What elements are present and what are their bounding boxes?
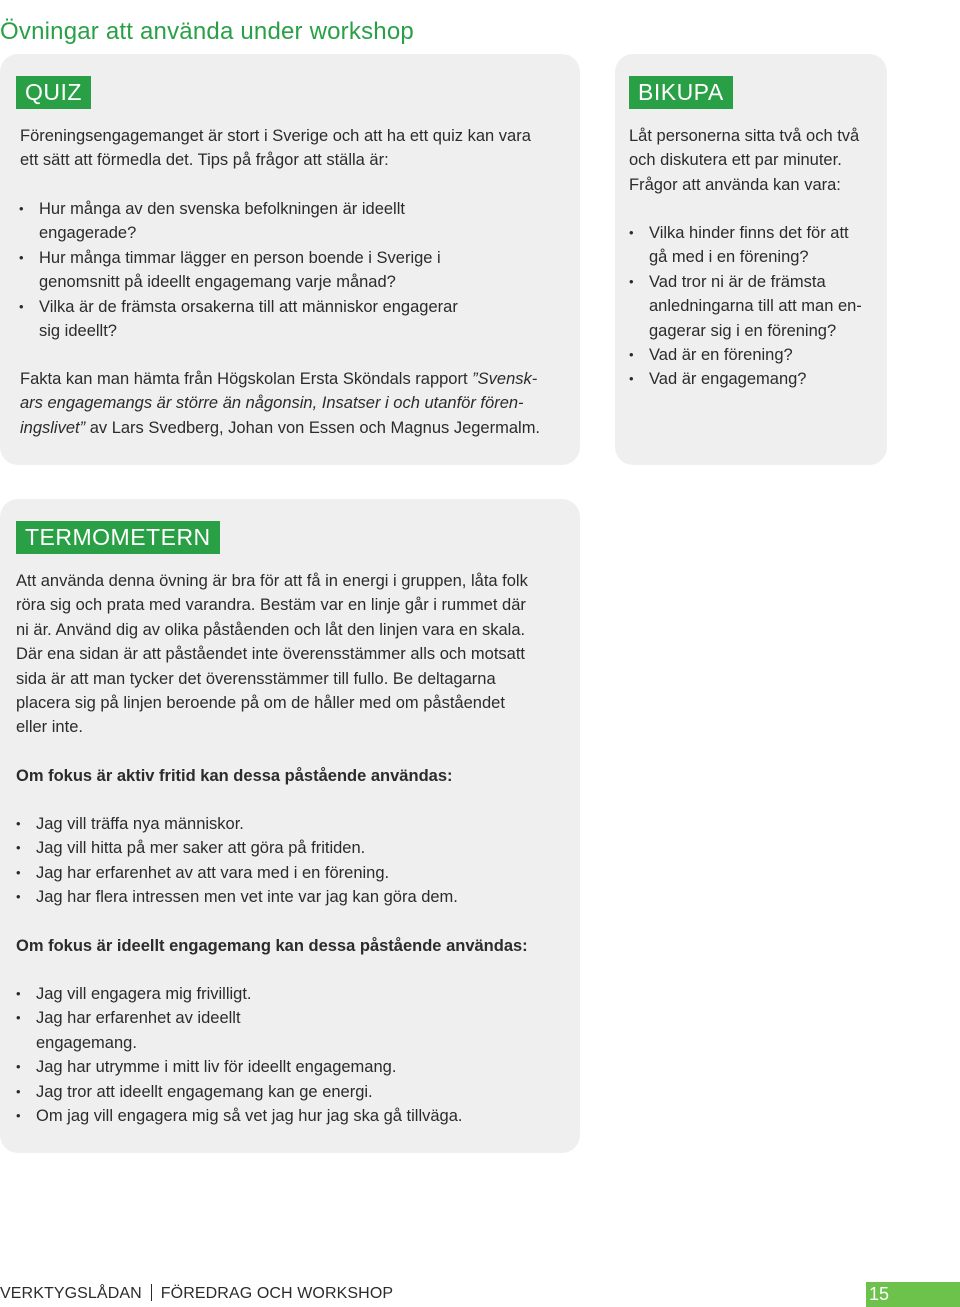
bikupa-card <box>615 54 887 465</box>
termometern-description: Att använda denna övning är bra för att få in energi i gruppen, låta folk röra sig och prata med varandra. Bestäm var en linje går i rummet där ni är. Använd dig av olika påståenden och låt den linjen vara en skala. Där ena sidan är att påståendet inte överensstämmer alls och motsatt sida är att man tycker det överensstämmer till fullo. Be deltagarna placera sig på linjen beroende på om de håller med om påståendet eller inte. <box>16 572 528 737</box>
list-item: • Vad är en förening? <box>629 343 879 367</box>
list-item: • Jag tror att ideellt engagemang kan ge energi. <box>16 1080 566 1104</box>
quiz-intro-line: ett sätt att förmedla det. Tips på frågor att ställa är: <box>20 151 389 170</box>
footer-chapter-title: FÖREDRAG OCH WORKSHOP <box>160 1285 394 1302</box>
bikupa-question-list <box>629 221 879 392</box>
ideellt-heading: Om fokus är ideellt engagemang kan dessa påstående användas: <box>16 937 528 955</box>
report-title: ars engagemangs är större än någonsin, Insatser i och utanför fören- <box>20 394 524 413</box>
report-title: ingslivet” <box>20 418 86 437</box>
quiz-intro-line: Föreningsengagemanget är stort i Sverige och att ha ett quiz kan vara <box>20 127 531 145</box>
bikupa-intro: Låt personerna sitta två och två och diskutera ett par minuter. Frågor att använda kan vara: <box>629 127 860 194</box>
list-item: • Jag har flera intressen men vet inte var jag kan göra dem. <box>16 885 566 909</box>
quiz-card <box>0 54 580 465</box>
fact-text: Fakta kan man hämta från Högskolan Ersta Sköndals rapport <box>20 370 473 388</box>
list-item: • Jag vill träffa nya människor. <box>16 812 566 836</box>
quiz-label: QUIZ <box>16 76 91 109</box>
bikupa-label: BIKUPA <box>629 76 733 109</box>
list-item: • Jag har erfarenhet av att vara med i en förening. <box>16 861 566 885</box>
list-item: • Vad tror ni är de främsta anledningarna till att man en- gagerar sig i en förening? <box>629 270 879 343</box>
fritid-statement-list <box>16 812 566 910</box>
list-item: • Om jag vill engagera mig så vet jag hur jag ska gå tillväga. <box>16 1104 566 1128</box>
page-title: Övningar att använda under workshop <box>0 18 414 46</box>
list-item: • Jag har utrymme i mitt liv för ideellt engagemang. <box>16 1055 566 1079</box>
list-item: • Vilka är de främsta orsakerna till att människor engagerar sig ideellt? <box>19 295 559 344</box>
ideellt-statement-list <box>16 982 566 1128</box>
fact-text: av Lars Svedberg, Johan von Essen och Magnus Jegermalm. <box>85 418 541 437</box>
report-title: ”Svensk- <box>472 370 538 388</box>
termometern-label: TERMOMETERN <box>16 521 220 554</box>
list-item: • Vilka hinder finns det för att gå med i en förening? <box>629 221 879 270</box>
footer-divider <box>151 1284 152 1301</box>
termometern-card <box>0 499 580 1153</box>
list-item: • Vad är engagemang? <box>629 367 879 391</box>
list-item: • Hur många av den svenska befolkningen är ideellt engagerade? <box>19 197 559 246</box>
quiz-fact-source <box>20 367 540 440</box>
page-number: 15 <box>866 1282 960 1307</box>
list-item: • Hur många timmar lägger en person boende i Sverige i genomsnitt på ideellt engagemang varje månad? <box>19 246 559 295</box>
footer-breadcrumb <box>0 1284 393 1303</box>
list-item: • Jag har erfarenhet av ideellt engagemang. <box>16 1006 566 1055</box>
quiz-intro <box>20 124 531 173</box>
list-item: • Jag vill engagera mig frivilligt. <box>16 982 566 1006</box>
quiz-question-list <box>19 197 559 343</box>
fritid-heading: Om fokus är aktiv fritid kan dessa påstående användas: <box>16 767 453 785</box>
list-item: • Jag vill hitta på mer saker att göra på fritiden. <box>16 836 566 860</box>
footer-section-title: VERKTYGSLÅDAN <box>0 1285 142 1302</box>
